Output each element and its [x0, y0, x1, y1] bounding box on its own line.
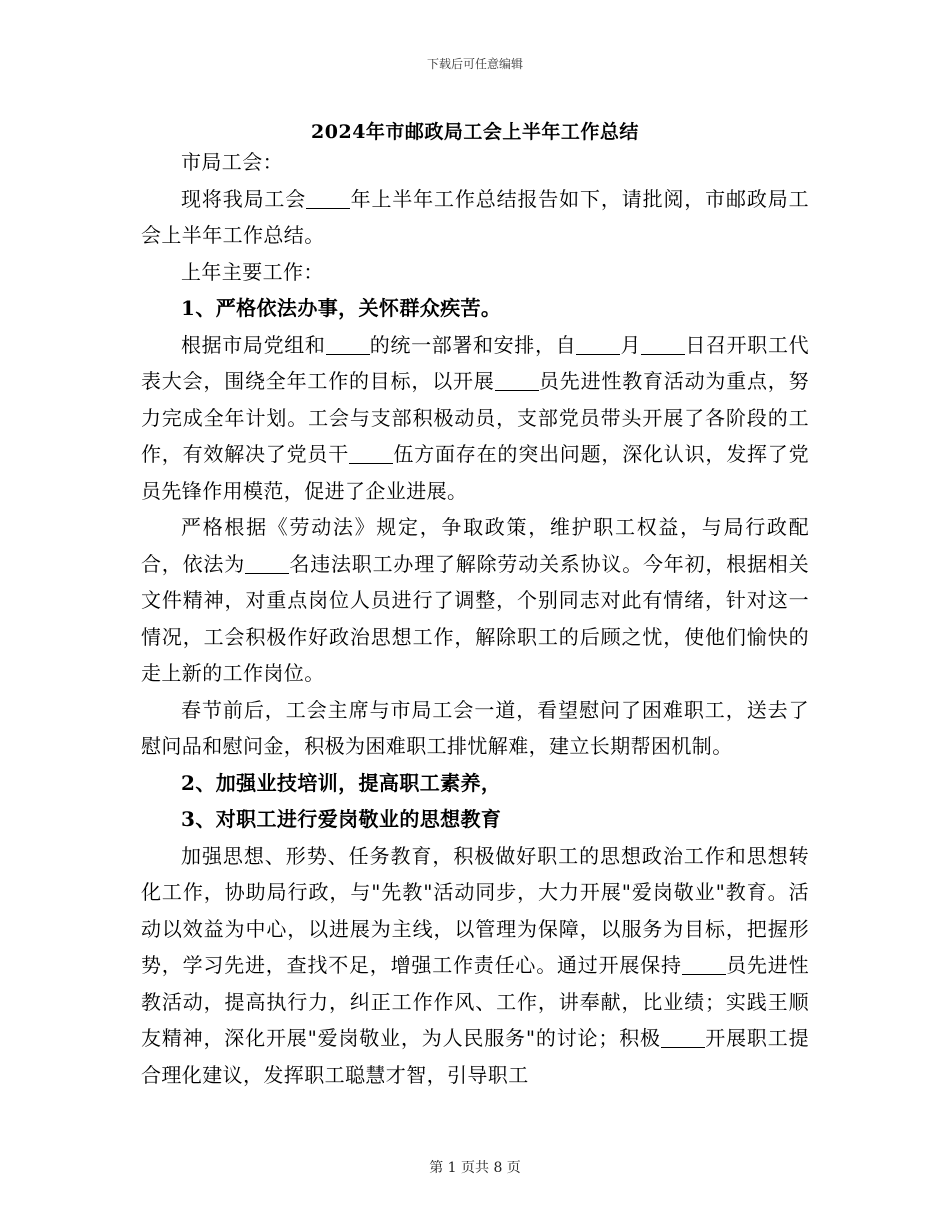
para4-text-c: 开展职工提合理化建议，发挥职工聪慧才智，引导职工 — [141, 1026, 809, 1087]
document-body — [141, 144, 809, 1093]
section-2-heading: 2、加强业技培训，提高职工素养， — [181, 770, 502, 795]
blank-field — [495, 370, 539, 391]
para1-text-a: 根据市局党组和 — [181, 332, 326, 357]
paragraph-2 — [141, 509, 809, 692]
blank-field — [641, 334, 685, 355]
blank-field — [661, 1027, 705, 1048]
blank-field — [326, 334, 370, 355]
paragraph-3: 春节前后，工会主席与市局工会一道，看望慰问了困难职工，送去了慰问品和慰问金，积极为困难职工排忧解难，建立长期帮困机制。 — [141, 697, 809, 758]
blank-field — [349, 443, 393, 464]
section-3-heading: 3、对职工进行爱岗敬业的思想教育 — [181, 807, 502, 831]
blank-field — [682, 954, 726, 975]
intro-text-a: 现将我局工会 — [181, 186, 307, 211]
page-number: 第 1 页共 8 页 — [429, 1160, 521, 1176]
para2-text-b: 名违法职工办理了解除劳动关系协议。今年初，根据相关文件精神，对重点岗位人员进行了调整，个别同志对此有情绪，针对这一情况，工会积极作好政治思想工作，解除职工的后顾之忧，使他们愉快的走上新的工作岗位。 — [141, 551, 809, 685]
paragraph-1 — [141, 327, 809, 510]
para4-text-a: 加强思想、形势、任务教育，积极做好职工的思想政治工作和思想转化工作，协助局行政，与"先教"活动同步，大力开展"爱岗敬业"教育。活动以效益为中心，以进展为主线，以管理为保障，以服务为目标，把握形势，学习先进，查找不足，增强工作责任心。通过开展保持 — [141, 843, 809, 977]
document-title: 2024年市邮政局工会上半年工作总结 — [311, 121, 639, 143]
salutation: 市局工会： — [181, 150, 283, 174]
para1-text-f: 伍方面存在的突出问题，深化认识，发挥了党员先锋作用模范，促进了企业进展。 — [141, 442, 809, 503]
paragraph-4 — [141, 838, 809, 1094]
blank-field — [245, 553, 289, 574]
section-1-heading: 1、严格依法办事，关怀群众疾苦。 — [181, 296, 502, 320]
para1-text-d: 日召开职工代表大会，围绕全年工作的目标，以开展 — [141, 332, 809, 393]
blank-field — [306, 188, 350, 209]
para4-text-b: 员先进性教活动，提高执行力，纠正工作作风、工作，讲奉献，比业绩；实践王顺友精神，深化开展"爱岗敬业，为人民服务"的讨论；积极 — [141, 953, 809, 1050]
para1-text-c: 月 — [620, 332, 642, 357]
para1-text-e: 员先进性教育活动为重点，努力完成全年计划。工会与支部积极动员，支部党员带头开展了各阶段的工作，有效解决了党员干 — [141, 369, 809, 466]
para1-text-b: 的统一部署和安排，自 — [369, 332, 577, 357]
para2-text-a: 严格根据《劳动法》规定，争取政策，维护职工权益，与局行政配合，依法为 — [141, 515, 809, 576]
main-work-label: 上年主要工作： — [181, 259, 324, 284]
header-note: 下载后可任意编辑 — [426, 57, 523, 71]
blank-field — [576, 334, 620, 355]
intro-paragraph — [141, 181, 809, 254]
intro-text-b: 年上半年工作总结报告如下，请批阅，市邮政局工会上半年工作总结。 — [141, 186, 809, 247]
